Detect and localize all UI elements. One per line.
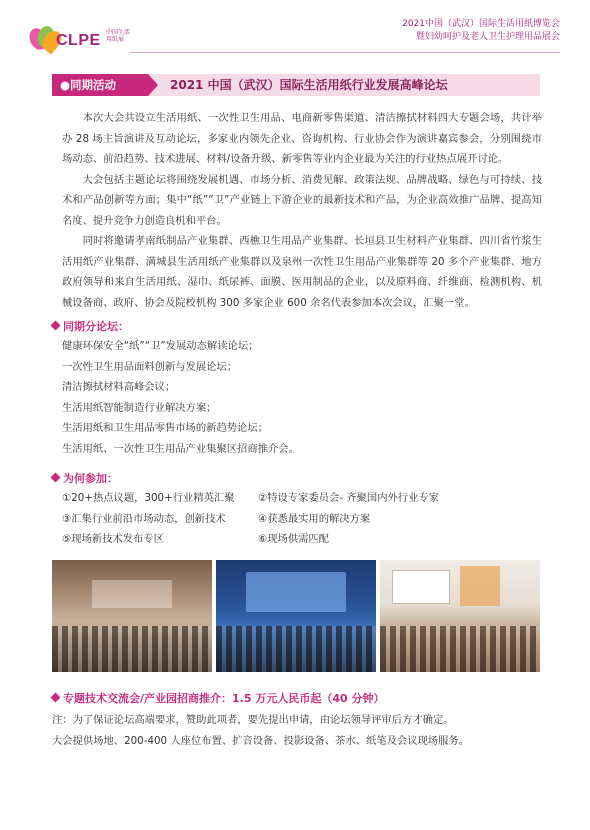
promo-title: 专题技术交流会/产业园招商推介：1.5 万元人民币起（40 分钟） [63, 692, 385, 705]
list-item: 一次性卫生用品面料创新与发展论坛； [62, 360, 238, 373]
conference-hall-photo [52, 560, 212, 672]
section-banner [52, 74, 540, 96]
promo-note: 注：为了保证论坛高端要求，赞助此项者，要先提出申请，由论坛领导评审后方才确定。 [52, 714, 454, 726]
logo-sub-bottom: 用纸展 [106, 36, 125, 43]
expo-title-line1: 2021中国（武汉）国际生活用纸博览会 [402, 19, 560, 29]
photo-audience [52, 626, 212, 672]
forums-title: 同期分论坛： [63, 320, 129, 333]
benefits-row [62, 529, 502, 550]
promo-heading [52, 690, 384, 706]
intro-paragraph: 大会包括主题论坛将围绕发展机遇、市场分析、消费见解、政策法规、品牌战略、绿色与可持续、技术和产品创新等方面；集中“纸”“卫”产业链上下游企业的最新技术和产品，为企业高效推广品牌、提高知名度、提升竞争力创造良机和平台。 [62, 173, 542, 227]
list-item: 生活用纸、一次性卫生用品产业集聚区招商推介会。 [62, 442, 299, 455]
photo-stage [92, 580, 172, 608]
benefits-heading [52, 470, 118, 486]
benefits-title: 为何参加： [63, 472, 118, 485]
photo-audience [380, 626, 540, 672]
benefit-item: ⑤现场新技术发布专区 [62, 533, 164, 545]
banner-tag: ●同期活动 [52, 74, 148, 96]
photo-backdrop [460, 566, 500, 606]
benefit-item: ①20+热点议题，300+行业精英汇聚 [62, 492, 235, 504]
forum-list [62, 336, 299, 459]
list-item: 健康环保安全“纸”“卫”发展动态解读论坛； [62, 340, 259, 352]
expo-title [402, 18, 560, 44]
benefit-item: ④获悉最实用的解决方案 [258, 512, 371, 525]
photo-screen [392, 570, 450, 604]
diamond-icon [51, 693, 61, 703]
diamond-icon [51, 473, 61, 483]
stage-screen-photo [216, 560, 376, 672]
photo-audience [216, 626, 376, 672]
logo-sub [106, 29, 130, 43]
intro-paragraph: 本次大会共设立生活用纸、一次性卫生用品、电商新零售渠道、清洁擦拭材料四大专题会场，共计举办 28 场主旨演讲及互动论坛，多家业内领先企业、咨询机构、行业协会作为演讲嘉宾参会，分别围绕市场动态、前沿趋势、技术进展、材料/设备升级、新零售等业内企业最为关注的行业热点展开讨论。 [62, 112, 542, 165]
diamond-icon [51, 321, 61, 331]
forums-heading [52, 318, 129, 334]
benefits-row [62, 488, 502, 509]
intro-text [62, 108, 542, 313]
header-divider [130, 52, 560, 53]
list-item: 生活用纸和卫生用品零售市场的新趋势论坛； [62, 422, 268, 434]
benefit-item: ③汇集行业前沿市场动态，创新技术 [62, 512, 226, 525]
logo-text: CLPE [56, 32, 101, 49]
photo-screen [246, 572, 346, 612]
promo-note: 大会提供场地、200-400 人座位布置、扩音设备、投影设备、茶水、纸笔及会议现场服务。 [52, 734, 469, 747]
benefits-grid [62, 488, 502, 550]
benefit-item: ⑥现场供需匹配 [258, 533, 330, 545]
intro-paragraph: 同时将邀请孝南纸制品产业集群、西樵卫生用品产业集群、长垣县卫生材料产业集群、四川省竹浆生活用纸产业集群、满城县生活用纸产业集群以及泉州一次性卫生用品产业集群等 20 多个产业集群、地方政府领导和来自生活用纸、湿巾、纸尿裤、面膜、医用制品的企业，以及原料商、纤维商、检测机构、机械设备商、政府、协会及院校机构 300 多家企业 600 余名代表参加本次会议，汇聚一堂。 [62, 235, 542, 309]
clpe-logo [30, 24, 140, 54]
speaker-audience-photo [380, 560, 540, 672]
benefit-item: ②特设专家委员会- 齐聚国内外行业专家 [258, 492, 439, 504]
event-photos [52, 560, 540, 672]
promo-notes [52, 710, 540, 751]
expo-title-line2: 暨妇幼呵护及老人卫生护理用品展会 [415, 32, 560, 42]
banner-title: 2021 中国（武汉）国际生活用纸行业发展高峰论坛 [170, 78, 448, 92]
list-item: 清洁擦拭材料高峰会议； [62, 381, 176, 393]
benefits-row [62, 509, 502, 530]
logo-sub-top: 中国生活 [106, 29, 131, 36]
page-header [0, 0, 590, 60]
list-item: 生活用纸智能制造行业解决方案； [62, 401, 217, 414]
